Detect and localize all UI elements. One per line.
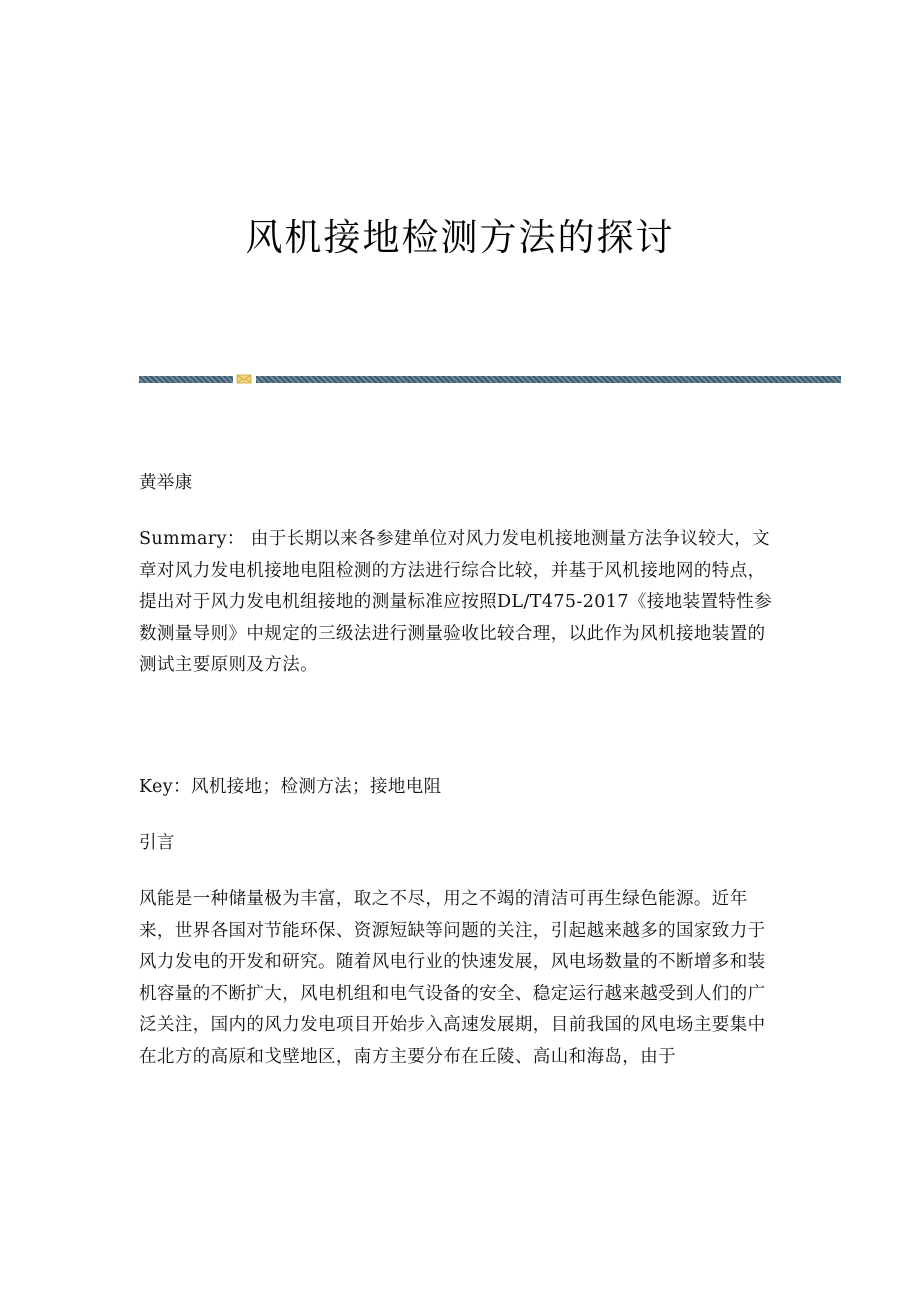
- keywords-line: Key：风机接地；检测方法；接地电阻: [139, 777, 442, 797]
- title-divider: [139, 373, 841, 385]
- divider-bar-right: [256, 376, 841, 383]
- body-paragraph: 风能是一种储量极为丰富，取之不尽，用之不竭的清洁可再生绿色能源。近年来，世界各国对节能环保、资源短缺等问题的关注，引起越来越多的国家致力于风力发电的开发和研究。随着风电行业的快速发展，风电场数量的不断增多和装机容量的不断扩大，风电机组和电气设备的安全、稳定运行越来越受到人们的广泛关注，国内的风力发电项目开始步入高速发展期，目前我国的风电场主要集中在北方的高原和戈壁地区，南方主要分布在丘陵、高山和海岛，由于: [139, 889, 766, 1067]
- author-name: 黄举康: [139, 473, 193, 493]
- summary-paragraph: Summary： 由于长期以来各参建单位对风力发电机接地测量方法争议较大，文章对风力发电机接地电阻检测的方法进行综合比较，并基于风机接地网的特点，提出对于风力发电机组接地的测量标准应按照DL/T475-2017《接地装置特性参数测量导则》中规定的三级法进行测量验收比较合理，以此作为风机接地装置的测试主要原则及方法。: [139, 529, 773, 675]
- divider-bar-left: [139, 376, 233, 383]
- page-title: 风机接地检测方法的探讨: [245, 216, 675, 259]
- section-heading-introduction: 引言: [139, 833, 175, 853]
- envelope-ornament-icon: [236, 373, 252, 385]
